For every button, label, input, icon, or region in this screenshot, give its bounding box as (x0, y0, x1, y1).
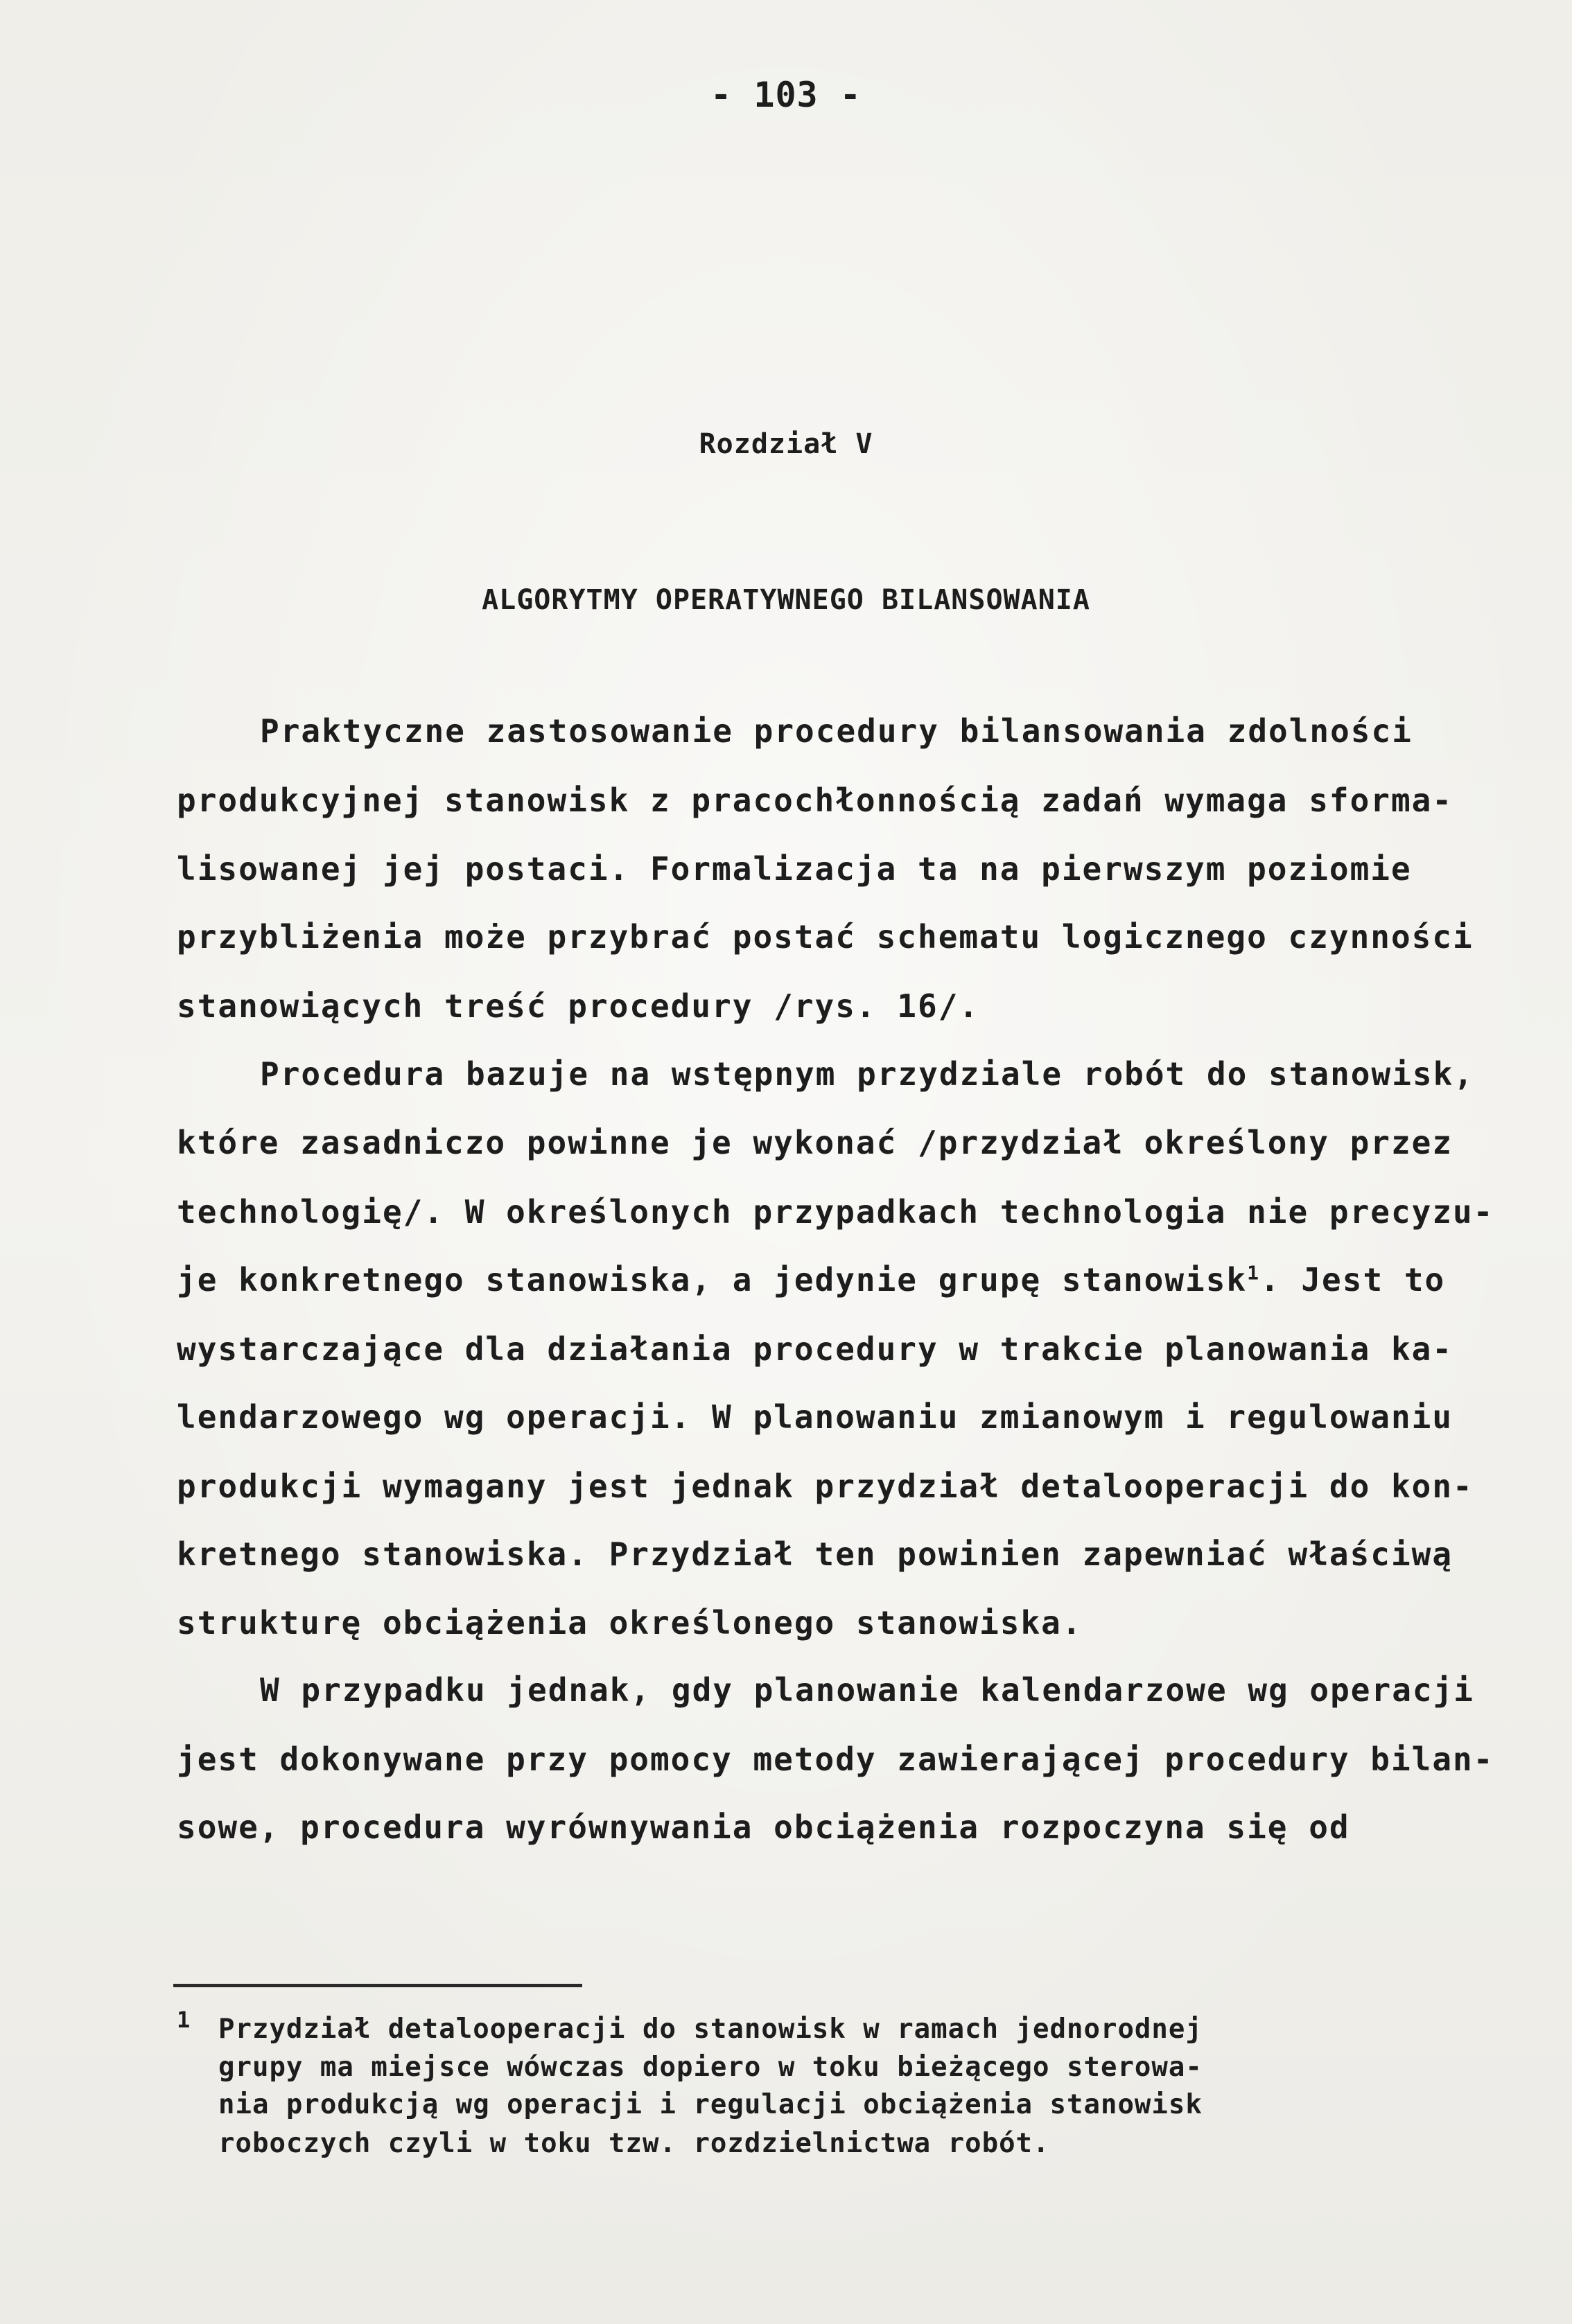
page-number: - 103 - (710, 75, 862, 115)
body-line: lendarzowego wg operacji. W planowaniu zmianowym i regulowaniu (177, 1398, 1453, 1436)
body-line: Procedura bazuje na wstępnym przydziale robót do stanowisk, (260, 1055, 1474, 1093)
body-line: produkcji wymagany jest jednak przydział detalooperacji do kon- (177, 1468, 1474, 1505)
body-line: wystarczające dla działania procedury w trakcie planowania ka- (177, 1330, 1453, 1368)
chapter-title: Rozdział V (699, 428, 873, 460)
body-line: produkcyjnej stanowisk z pracochłonnością zadań wymaga sforma- (177, 782, 1453, 819)
footnote-line: Przydział detalooperacji do stanowisk w ramach jednorodnej (218, 2014, 1203, 2045)
body-line: W przypadku jednak, gdy planowanie kalendarzowe wg operacji (260, 1671, 1474, 1709)
footnote-separator (173, 1984, 582, 1987)
body-line: jest dokonywane przy pomocy metody zawierającej procedury bilan- (177, 1741, 1494, 1778)
body-line: kretnego stanowiska. Przydział ten powinien zapewniać właściwą (177, 1535, 1453, 1573)
body-line: strukturę obciążenia określonego stanowiska. (177, 1604, 1083, 1641)
body-line: przybliżenia może przybrać postać schematu logicznego czynności (177, 918, 1474, 956)
body-line-text: je konkretnego stanowiska, a jedynie grupę stanowisk (177, 1261, 1248, 1299)
footnote-line: nia produkcją wg operacji i regulacji obciążenia stanowisk (218, 2089, 1203, 2120)
body-line: lisowanej jej postaci. Formalizacja ta na pierwszym poziomie (177, 850, 1412, 888)
footnote-reference: 1 (1247, 1261, 1260, 1285)
body-line: które zasadniczo powinne je wykonać /przydział określony przez (177, 1124, 1453, 1161)
body-line-with-footnote (177, 1261, 1445, 1299)
footnote-line: grupy ma miejsce wówczas dopiero w toku bieżącego sterowa- (218, 2052, 1203, 2083)
footnote-line: roboczych czyli w toku tzw. rozdzielnictwa robót. (218, 2128, 1050, 2159)
body-line: technologię/. W określonych przypadkach technologia nie precyzu- (177, 1193, 1494, 1231)
body-line: stanowiących treść procedury /rys. 16/. (177, 987, 980, 1025)
body-line-tail: . Jest to (1259, 1261, 1446, 1299)
body-line: sowe, procedura wyrównywania obciążenia rozpoczyna się od (177, 1808, 1350, 1846)
section-heading: ALGORYTMY OPERATYWNEGO BILANSOWANIA (482, 584, 1090, 616)
body-line: Praktyczne zastosowanie procedury bilansowania zdolności (260, 712, 1413, 750)
footnote-mark: 1 (177, 2007, 191, 2033)
